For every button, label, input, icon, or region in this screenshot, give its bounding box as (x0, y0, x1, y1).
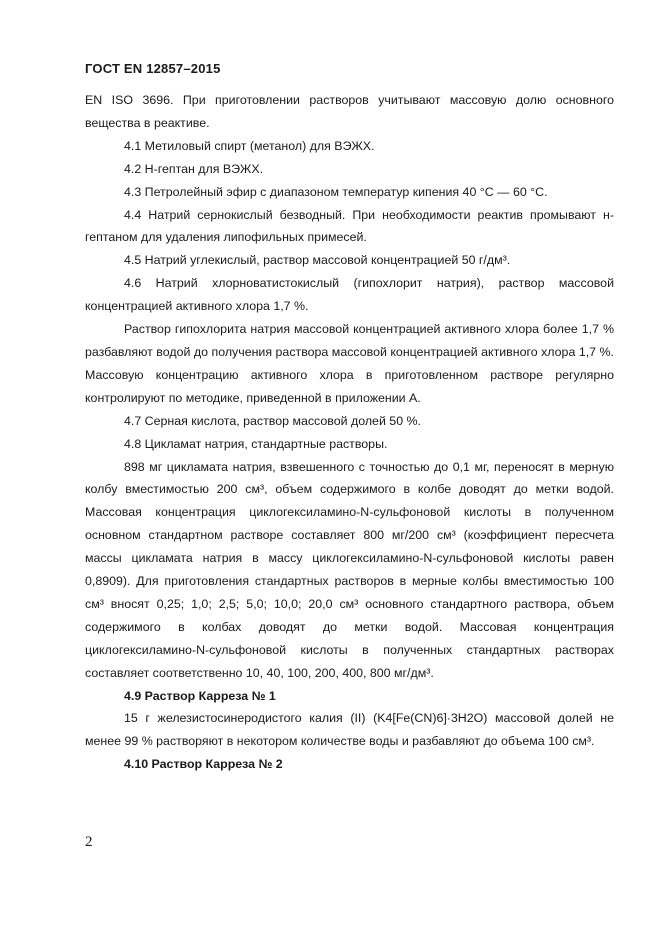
item-4-1: 4.1 Метиловый спирт (метанол) для ВЭЖХ. (124, 138, 375, 153)
section-heading-4-9: 4.9 Раствор Карреза № 1 (124, 688, 276, 703)
item-4-8: 4.8 Цикламат натрия, стандартные растворы. (124, 436, 388, 451)
paragraph-cyclamate: 898 мг цикламата натрия, взвешенного с точностью до 0,1 мг, переносят в мерную колбу вместимостью 200 см³, объем содержимого в колбе доводят до метки водой. Массовая концентрация циклогексиламино-N-сульфоновой кислоты в полученном основном стандартном растворе составляет 800 мг/200 см³ (коэффициент пересчета массы цикламата натрия в массу циклогексиламино-N-сульфоновой кислоты равен 0,8909). Для приготовления стандартных растворов в мерные колбы вместимостью 100 см³ вносят 0,25; 1,0; 2,5; 5,0; 10,0; 20,0 см³ основного стандартного раствора, объем содержимого в колбах доводят до метки водой. Массовая концентрация циклогексиламино-N-сульфоновой кислоты в полученных стандартных растворах составляет соответственно 10, 40, 100, 200, 400, 800 мг/дм³. (85, 459, 614, 680)
standard-header: ГОСТ EN 12857–2015 (85, 61, 221, 76)
section-heading-4-10: 4.10 Раствор Карреза № 2 (124, 757, 283, 772)
document-body (85, 89, 614, 776)
item-4-7: 4.7 Серная кислота, раствор массовой долей 50 %. (124, 413, 421, 428)
page-number: 2 (85, 834, 93, 850)
paragraph-hypochlorite: Раствор гипохлорита натрия массовой концентрацией активного хлора более 1,7 % разбавляют водой до получения раствора массовой концентрацией активного хлора 1,7 %. Массовую концентрацию активного хлора в приготовленном растворе регулярно контролируют по методике, приведенной в приложении А. (85, 322, 614, 405)
item-4-4: 4.4 Натрий сернокислый безводный. При необходимости реактив промывают н-гептаном для удаления липофильных примесей. (85, 207, 614, 245)
item-4-5: 4.5 Натрий углекислый, раствор массовой концентрацией 50 г/дм³. (124, 253, 511, 268)
paragraph-carrez-1: 15 г железистосинеродистого калия (II) (K4[Fe(CN)6]·3H2O) массовой долей не менее 99 % растворяют в некотором количестве воды и разбавляют до объема 100 см³. (85, 711, 614, 749)
paragraph-intro: EN ISO 3696. При приготовлении растворов учитывают массовую долю основного вещества в реактиве. (85, 93, 614, 130)
item-4-3: 4.3 Петролейный эфир с диапазоном температур кипения 40 °С — 60 °С. (124, 184, 548, 199)
item-4-6: 4.6 Натрий хлорноватистокислый (гипохлорит натрия), раствор массовой концентрацией активного хлора 1,7 %. (85, 276, 614, 314)
item-4-2: 4.2 Н-гептан для ВЭЖХ. (124, 161, 264, 176)
